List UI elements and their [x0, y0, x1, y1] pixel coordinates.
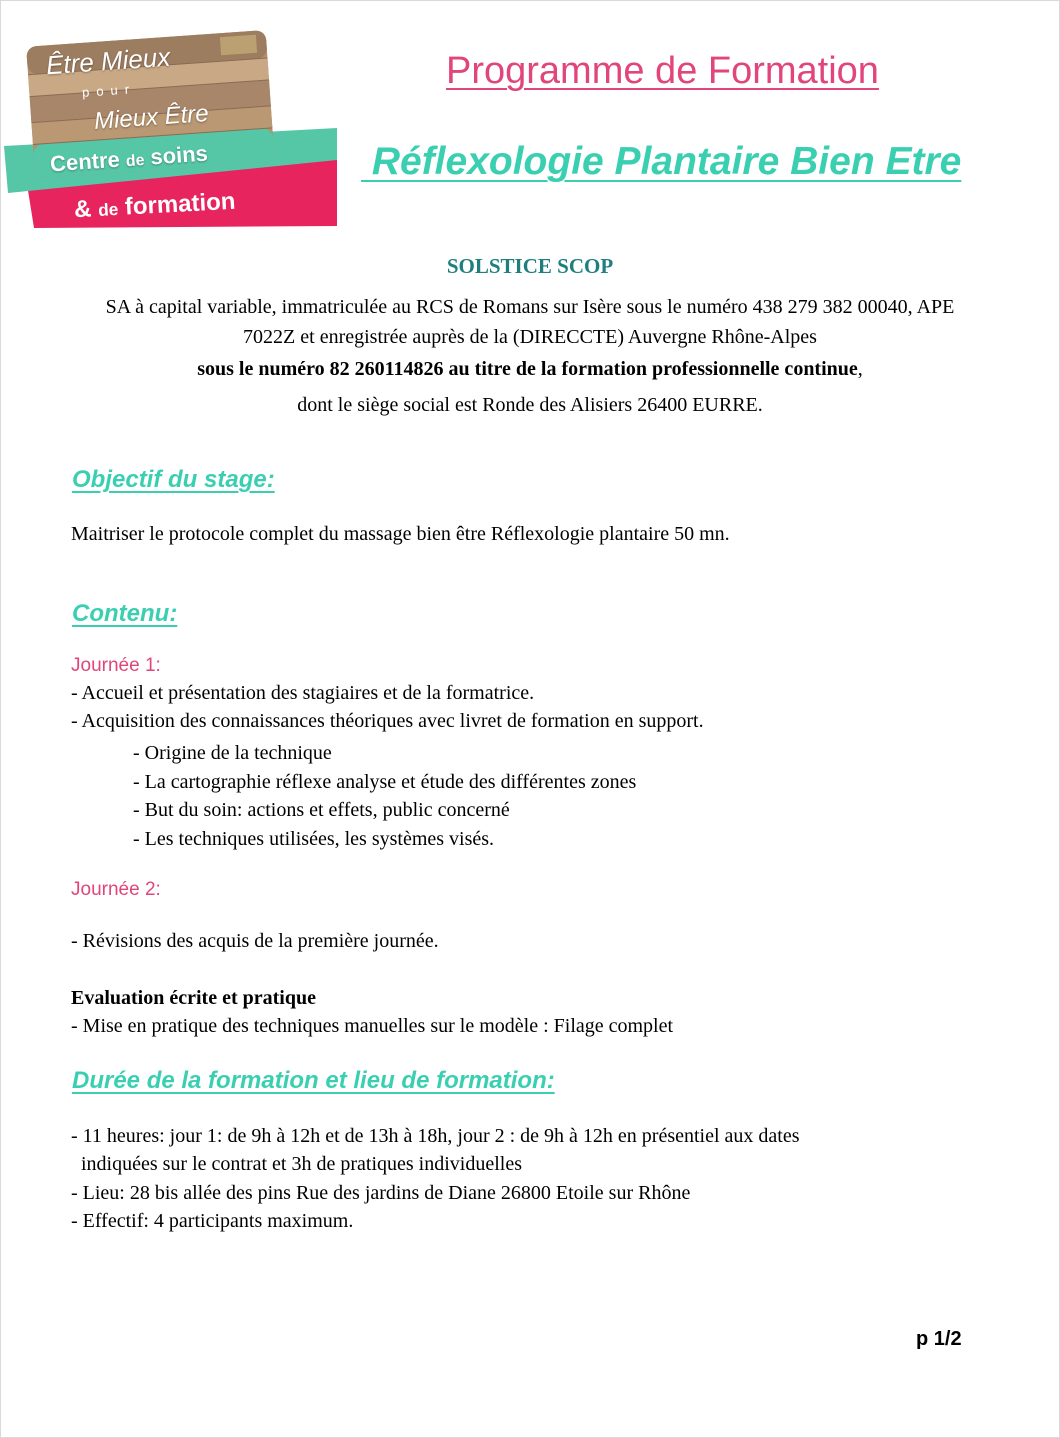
- logo-line-3: Mieux Être: [93, 100, 210, 135]
- company-line-2: 7022Z et enregistrée auprès de la (DIRECCTE) Auvergne Rhône-Alpes: [243, 326, 817, 348]
- company-line-4: dont le siège social est Ronde des Alisiers 26400 EURRE.: [297, 394, 763, 416]
- duree-line: - Lieu: 28 bis allée des pins Rue des jardins de Diane 26800 Etoile sur Rhône: [71, 1182, 691, 1204]
- logo-word-formation: formation: [124, 187, 237, 221]
- company-line-3-bold: sous le numéro 82 260114826 au titre de la formation professionnelle continue: [197, 358, 858, 380]
- objectif-text: Maitriser le protocole complet du massage bien être Réflexologie plantaire 50 mn.: [71, 523, 730, 545]
- day-1-subitem: - Origine de la technique: [133, 742, 332, 764]
- logo-word-de: de: [125, 151, 146, 171]
- duree-line: indiquées sur le contrat et 3h de pratiques individuelles: [71, 1153, 522, 1175]
- company-line-3: [20, 358, 1040, 381]
- logo-word-ampersand: &: [73, 195, 93, 224]
- day-1-subitem: - La cartographie réflexe analyse et étude des différentes zones: [133, 771, 637, 793]
- day-1-subitem: - But du soin: actions et effets, public concerné: [133, 799, 510, 821]
- company-name: SOLSTICE SCOP: [446, 254, 614, 278]
- section-title-contenu: Contenu:: [72, 600, 178, 627]
- day-1-item: - Acquisition des connaissances théoriques avec livret de formation en support.: [71, 710, 704, 732]
- day-1-item: - Accueil et présentation des stagiaires et de la formatrice.: [71, 682, 535, 704]
- logo: [4, 28, 337, 228]
- logo-line-1: Être Mieux: [45, 41, 172, 81]
- day-1-label: Journée 1:: [71, 655, 161, 676]
- page-title: Programme de Formation: [446, 50, 879, 92]
- section-title-objectif: Objectif du stage:: [72, 466, 275, 493]
- logo-word-soins: soins: [149, 140, 209, 170]
- evaluation-item: - Mise en pratique des techniques manuelles sur le modèle : Filage complet: [71, 1015, 674, 1037]
- section-title-duree: Durée de la formation et lieu de formation:: [72, 1067, 555, 1094]
- day-2-label: Journée 2:: [71, 879, 161, 900]
- company-line-1: SA à capital variable, immatriculée au RCS de Romans sur Isère sous le numéro 438 279 382 00040, APE: [105, 296, 955, 318]
- duree-line: - Effectif: 4 participants maximum.: [71, 1210, 354, 1232]
- logo-word-centre: Centre: [49, 146, 121, 177]
- logo-line-2: pour: [81, 81, 137, 100]
- page-number: p 1/2: [916, 1328, 962, 1350]
- logo-word-de-2: de: [97, 198, 119, 220]
- company-line-3-tail: ,: [857, 358, 863, 380]
- duree-line: - 11 heures: jour 1: de 9h à 12h et de 13h à 18h, jour 2 : de 9h à 12h en présentiel aux dates: [71, 1125, 800, 1147]
- page-subtitle: Réflexologie Plantaire Bien Etre: [361, 140, 962, 183]
- evaluation-title: Evaluation écrite et pratique: [71, 987, 316, 1009]
- day-1-subitem: - Les techniques utilisées, les systèmes visés.: [133, 828, 495, 850]
- day-2-item: - Révisions des acquis de la première journée.: [71, 930, 439, 952]
